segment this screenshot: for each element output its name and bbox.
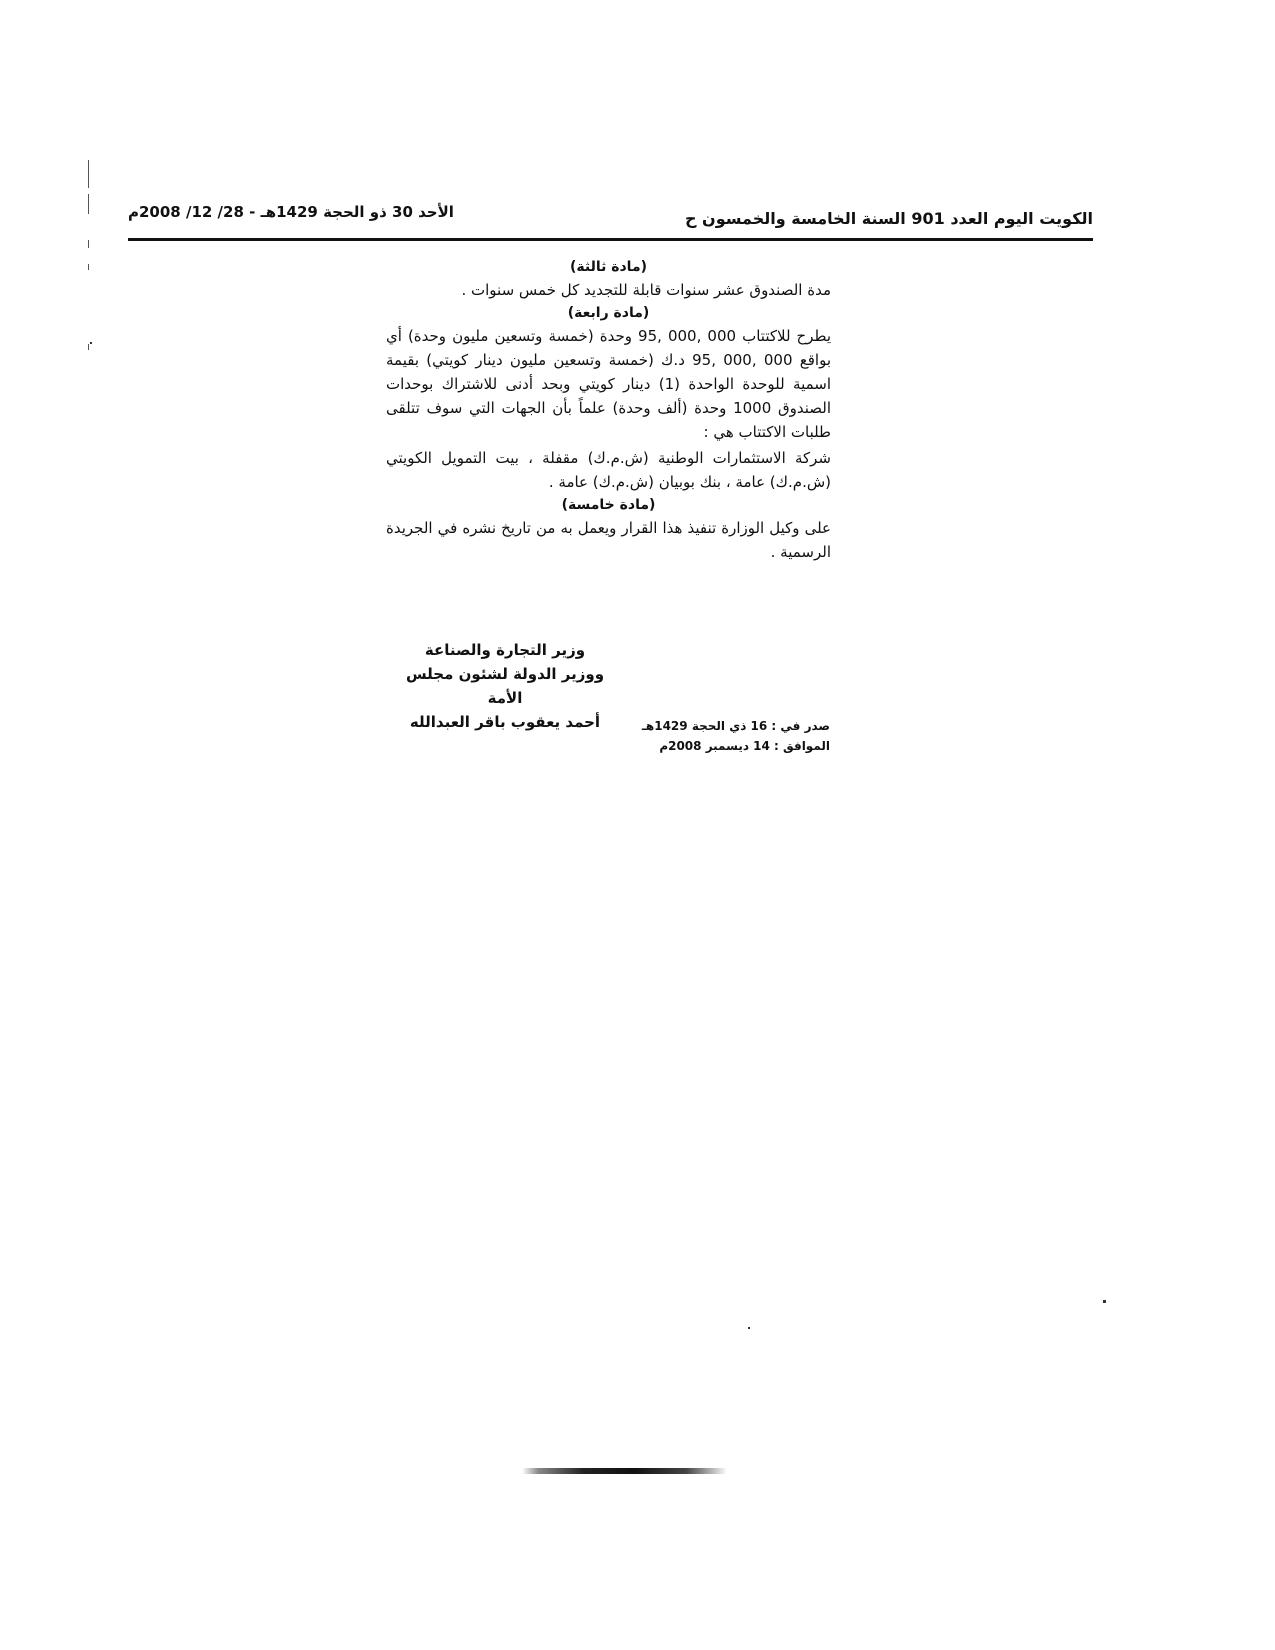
article-5-text: على وكيل الوزارة تنفيذ هذا القرار ويعمل به من تاريخ نشره في الجريدة الرسمية . [386,519,831,561]
signature-block [390,638,620,734]
article-4-title: (مادة رابعة) [567,305,650,321]
margin-mark [88,344,89,350]
page-header [128,203,1093,241]
issue-dates [640,716,830,756]
margin-marks [88,160,92,360]
signature-title-2: ووزير الدولة لشئون مجلس الأمة [405,665,605,707]
issue-date-hijri: صدر في : 16 ذي الحجة 1429هـ [641,719,830,733]
article-4-entities: شركة الاستثمارات الوطنية (ش.م.ك) مقفلة ، بيت التمويل الكويتي (ش.م.ك) عامة ، بنك بوبيان (ش.م.ك) عامة . [386,449,831,491]
margin-mark [88,194,89,214]
scan-speck [1103,1300,1106,1303]
header-gazette-info: الكويت اليوم العدد 901 السنة الخامسة والخمسون ح [684,209,1093,228]
article-3-title: (مادة ثالثة) [569,259,648,275]
margin-mark [88,160,89,188]
signature-title-1: وزير التجارة والصناعة [424,641,586,659]
signature-name: أحمد يعقوب باقر العبدالله [409,713,601,731]
margin-mark [88,240,89,248]
issue-date-gregorian: الموافق : 14 ديسمبر 2008م [659,739,830,753]
scan-speck [90,342,92,344]
article-3-text: مدة الصندوق عشر سنوات قابلة للتجديد كل خمس سنوات . [461,281,831,299]
scan-speck [748,1327,750,1329]
decree-body [386,256,831,564]
margin-mark [88,264,89,270]
footer-scan-strip [522,1468,727,1474]
article-5-title: (مادة خامسة) [561,497,656,513]
header-date: الأحد 30 ذو الحجة 1429هـ - 28/ 12/ 2008م [128,203,454,221]
article-4-text: يطرح للاكتتاب 000 ,000 ,95 وحدة (خمسة وتسعين مليون وحدة) أي بواقع 000 ,000 ,95 د.ك (خمسة وتسعين مليون دينار كويتي) بقيمة اسمية للوحدة الواحدة (1) دينار كويتي وبحد أدنى للاشتراك بوحدات الصندوق 1000 وحدة (ألف وحدة) علماً بأن الجهات التي سوف تتلقى طلبات الاكتتاب هي : [386,327,832,441]
